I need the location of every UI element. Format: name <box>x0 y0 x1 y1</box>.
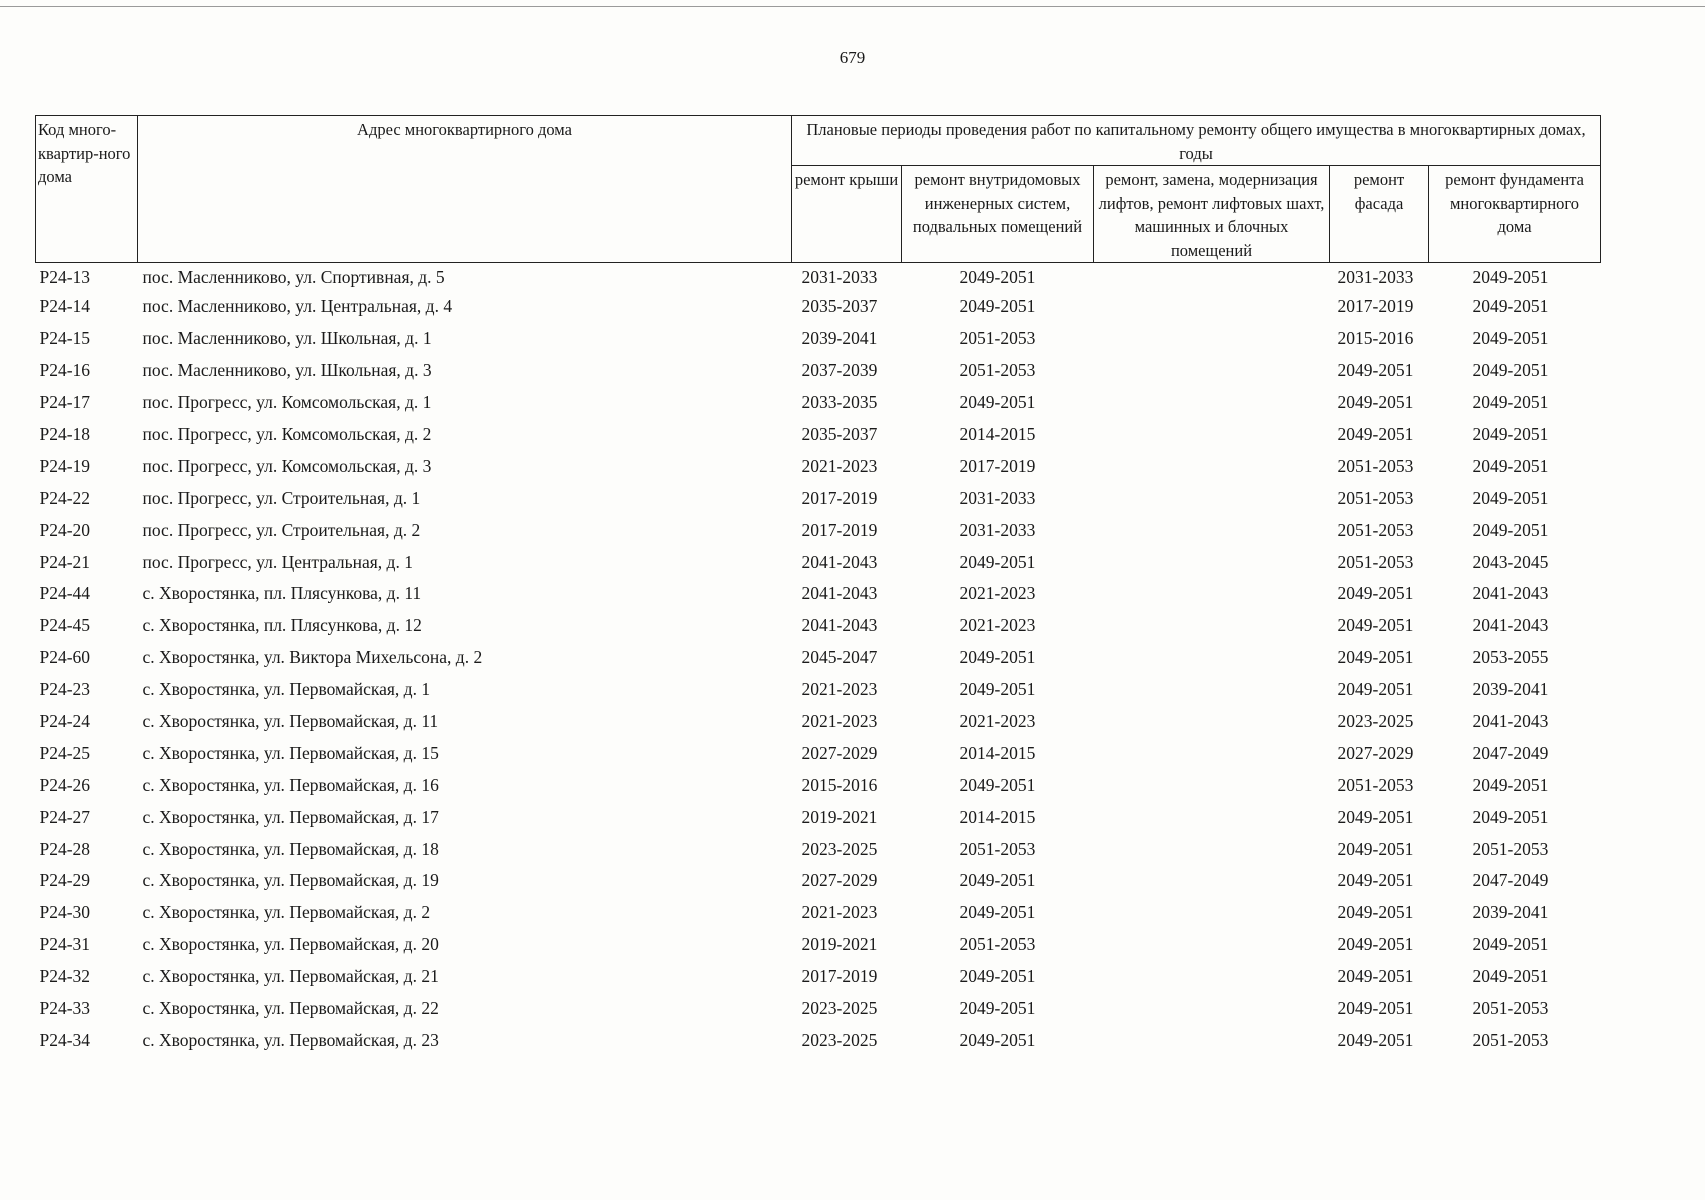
cell-roof: 2015-2016 <box>801 774 878 795</box>
cell-facade: 2049-2051 <box>1337 806 1414 827</box>
cell-code: P24-18 <box>39 424 91 444</box>
cell-code: P24-29 <box>39 870 91 891</box>
header-facade: ремонт фасада <box>1330 166 1429 263</box>
cell-engineering: 2049-2051 <box>959 998 1036 1019</box>
cell-roof: 2023-2025 <box>801 998 878 1019</box>
cell-code: P24-45 <box>39 615 91 636</box>
cell-foundation: 2049-2051 <box>1472 934 1549 955</box>
cell-lifts <box>1094 482 1330 514</box>
cell-facade: 2049-2051 <box>1337 615 1414 636</box>
cell-engineering: 2049-2051 <box>959 392 1036 413</box>
cell-foundation: 2053-2055 <box>1472 647 1549 668</box>
cell-address: пос. Масленниково, ул. Школьная, д. 3 <box>142 360 432 381</box>
cell-lifts <box>1094 450 1330 482</box>
table-row <box>36 865 1601 897</box>
cell-lifts <box>1094 897 1330 929</box>
cell-roof: 2027-2029 <box>801 742 878 763</box>
table-row <box>36 514 1601 546</box>
cell-address: пос. Прогресс, ул. Комсомольская, д. 2 <box>142 424 432 444</box>
cell-facade: 2051-2053 <box>1337 774 1414 795</box>
cell-address: с. Хворостянка, ул. Первомайская, д. 21 <box>142 966 439 987</box>
cell-facade: 2051-2053 <box>1337 551 1414 572</box>
cell-code: P24-24 <box>39 711 91 732</box>
table-row <box>36 769 1601 801</box>
cell-address: с. Хворостянка, пл. Плясункова, д. 12 <box>142 615 422 636</box>
cell-engineering: 2049-2051 <box>959 551 1036 572</box>
header-code: Код много-квартир-ного дома <box>36 116 138 263</box>
cell-foundation: 2049-2051 <box>1472 966 1549 987</box>
cell-facade: 2051-2053 <box>1337 455 1414 476</box>
cell-roof: 2021-2023 <box>801 679 878 700</box>
cell-lifts <box>1094 355 1330 387</box>
cell-facade: 2049-2051 <box>1337 360 1414 381</box>
cell-lifts <box>1094 291 1330 323</box>
cell-facade: 2049-2051 <box>1337 1029 1414 1050</box>
cell-address: с. Хворостянка, пл. Плясункова, д. 11 <box>142 583 422 604</box>
table-row <box>36 419 1601 451</box>
header-foundation: ремонт фундамента многоквартирного дома <box>1429 166 1601 263</box>
cell-address: пос. Масленниково, ул. Школьная, д. 1 <box>142 328 432 349</box>
cell-foundation: 2049-2051 <box>1472 424 1549 444</box>
cell-code: P24-22 <box>39 487 91 508</box>
schedule-table <box>35 115 1601 1056</box>
cell-engineering: 2049-2051 <box>959 1029 1036 1050</box>
cell-engineering: 2021-2023 <box>959 615 1036 636</box>
cell-engineering: 2021-2023 <box>959 711 1036 732</box>
cell-roof: 2033-2035 <box>801 392 878 413</box>
cell-code: P24-32 <box>39 966 91 987</box>
table-row <box>36 482 1601 514</box>
cell-code: P24-60 <box>39 647 91 668</box>
cell-address: с. Хворостянка, ул. Первомайская, д. 1 <box>142 679 431 700</box>
table-row <box>36 546 1601 578</box>
cell-foundation: 2049-2051 <box>1472 392 1549 413</box>
page-number: 679 <box>839 48 866 67</box>
cell-engineering: 2031-2033 <box>959 487 1036 508</box>
cell-roof: 2045-2047 <box>801 647 878 668</box>
cell-code: P24-13 <box>39 266 91 287</box>
cell-facade: 2049-2051 <box>1337 647 1414 668</box>
table-row <box>36 961 1601 993</box>
cell-foundation: 2041-2043 <box>1472 711 1549 732</box>
cell-engineering: 2014-2015 <box>959 806 1036 827</box>
cell-lifts <box>1094 706 1330 738</box>
cell-lifts <box>1094 801 1330 833</box>
cell-foundation: 2051-2053 <box>1472 838 1549 859</box>
cell-foundation: 2049-2051 <box>1472 328 1549 349</box>
cell-address: пос. Прогресс, ул. Строительная, д. 1 <box>142 487 421 508</box>
cell-address: с. Хворостянка, ул. Первомайская, д. 23 <box>142 1029 439 1050</box>
cell-foundation: 2049-2051 <box>1472 774 1549 795</box>
cell-roof: 2041-2043 <box>801 615 878 636</box>
cell-facade: 2049-2051 <box>1337 870 1414 891</box>
cell-code: P24-23 <box>39 679 91 700</box>
cell-roof: 2035-2037 <box>801 296 878 317</box>
table-row <box>36 1024 1601 1056</box>
cell-address: с. Хворостянка, ул. Первомайская, д. 17 <box>142 806 439 827</box>
table-row <box>36 450 1601 482</box>
cell-code: P24-25 <box>39 742 91 763</box>
cell-engineering: 2051-2053 <box>959 934 1036 955</box>
cell-lifts <box>1094 993 1330 1025</box>
cell-foundation: 2049-2051 <box>1472 487 1549 508</box>
cell-engineering: 2017-2019 <box>959 455 1036 476</box>
cell-facade: 2049-2051 <box>1337 392 1414 413</box>
cell-lifts <box>1094 323 1330 355</box>
cell-code: P24-28 <box>39 838 91 859</box>
cell-address: с. Хворостянка, ул. Виктора Михельсона, д. 2 <box>142 647 483 668</box>
cell-code: P24-44 <box>39 583 91 604</box>
cell-facade: 2049-2051 <box>1337 424 1414 444</box>
cell-engineering: 2014-2015 <box>959 424 1036 444</box>
cell-foundation: 2047-2049 <box>1472 870 1549 891</box>
cell-engineering: 2021-2023 <box>959 583 1036 604</box>
cell-engineering: 2051-2053 <box>959 328 1036 349</box>
header-periods: Плановые периоды проведения работ по капитальному ремонту общего имущества в многоквартирных домах, годы <box>792 116 1601 166</box>
cell-code: P24-16 <box>39 360 91 381</box>
cell-engineering: 2049-2051 <box>959 870 1036 891</box>
table-header <box>36 116 1601 263</box>
cell-roof: 2041-2043 <box>801 551 878 572</box>
table-body <box>36 263 1601 1057</box>
cell-address: с. Хворостянка, ул. Первомайская, д. 15 <box>142 742 439 763</box>
cell-code: P24-30 <box>39 902 91 923</box>
cell-foundation: 2051-2053 <box>1472 998 1549 1019</box>
cell-lifts <box>1094 674 1330 706</box>
cell-roof: 2031-2033 <box>801 266 878 287</box>
cell-lifts <box>1094 1024 1330 1056</box>
cell-foundation: 2043-2045 <box>1472 551 1549 572</box>
cell-roof: 2021-2023 <box>801 711 878 732</box>
cell-facade: 2027-2029 <box>1337 742 1414 763</box>
cell-facade: 2049-2051 <box>1337 966 1414 987</box>
cell-lifts <box>1094 514 1330 546</box>
cell-foundation: 2047-2049 <box>1472 742 1549 763</box>
cell-address: с. Хворостянка, ул. Первомайская, д. 20 <box>142 934 439 955</box>
cell-engineering: 2049-2051 <box>959 679 1036 700</box>
table-row <box>36 929 1601 961</box>
cell-roof: 2017-2019 <box>801 519 878 540</box>
cell-lifts <box>1094 578 1330 610</box>
cell-facade: 2051-2053 <box>1337 487 1414 508</box>
cell-engineering: 2049-2051 <box>959 296 1036 317</box>
cell-foundation: 2051-2053 <box>1472 1029 1549 1050</box>
table-row <box>36 578 1601 610</box>
cell-facade: 2051-2053 <box>1337 519 1414 540</box>
cell-address: с. Хворостянка, ул. Первомайская, д. 2 <box>142 902 431 923</box>
table-row <box>36 801 1601 833</box>
capital-repair-schedule-table <box>35 115 1600 1056</box>
cell-engineering: 2031-2033 <box>959 519 1036 540</box>
cell-foundation: 2049-2051 <box>1472 296 1549 317</box>
cell-facade: 2023-2025 <box>1337 711 1414 732</box>
cell-address: пос. Масленниково, ул. Центральная, д. 4 <box>142 296 453 317</box>
cell-code: P24-15 <box>39 328 91 349</box>
cell-roof: 2017-2019 <box>801 487 878 508</box>
table-row <box>36 642 1601 674</box>
cell-lifts <box>1094 865 1330 897</box>
cell-facade: 2049-2051 <box>1337 583 1414 604</box>
table-row <box>36 706 1601 738</box>
cell-foundation: 2049-2051 <box>1472 806 1549 827</box>
cell-roof: 2023-2025 <box>801 838 878 859</box>
cell-lifts <box>1094 610 1330 642</box>
cell-roof: 2019-2021 <box>801 806 878 827</box>
header-engineering: ремонт внутридомовых инженерных систем, подвальных помещений <box>902 166 1094 263</box>
cell-foundation: 2041-2043 <box>1472 615 1549 636</box>
cell-foundation: 2049-2051 <box>1472 455 1549 476</box>
scan-top-edge-line <box>0 6 1705 7</box>
cell-foundation: 2041-2043 <box>1472 583 1549 604</box>
cell-facade: 2049-2051 <box>1337 998 1414 1019</box>
cell-roof: 2021-2023 <box>801 455 878 476</box>
table-row <box>36 833 1601 865</box>
cell-code: P24-33 <box>39 998 91 1019</box>
cell-lifts <box>1094 419 1330 451</box>
cell-facade: 2049-2051 <box>1337 934 1414 955</box>
cell-foundation: 2049-2051 <box>1472 266 1549 287</box>
cell-address: с. Хворостянка, ул. Первомайская, д. 22 <box>142 998 439 1019</box>
cell-roof: 2027-2029 <box>801 870 878 891</box>
cell-roof: 2035-2037 <box>801 424 878 444</box>
cell-address: пос. Прогресс, ул. Комсомольская, д. 1 <box>142 392 432 413</box>
cell-address: пос. Масленниково, ул. Спортивная, д. 5 <box>142 266 445 287</box>
cell-engineering: 2014-2015 <box>959 742 1036 763</box>
cell-code: P24-27 <box>39 806 91 827</box>
cell-lifts <box>1094 833 1330 865</box>
cell-lifts <box>1094 642 1330 674</box>
cell-facade: 2049-2051 <box>1337 902 1414 923</box>
cell-foundation: 2049-2051 <box>1472 519 1549 540</box>
cell-address: пос. Прогресс, ул. Центральная, д. 1 <box>142 551 413 572</box>
table-row <box>36 610 1601 642</box>
cell-facade: 2017-2019 <box>1337 296 1414 317</box>
cell-code: P24-31 <box>39 934 91 955</box>
cell-roof: 2019-2021 <box>801 934 878 955</box>
cell-engineering: 2049-2051 <box>959 902 1036 923</box>
cell-roof: 2037-2039 <box>801 360 878 381</box>
cell-lifts <box>1094 737 1330 769</box>
cell-lifts <box>1094 961 1330 993</box>
cell-code: P24-19 <box>39 455 91 476</box>
cell-code: P24-21 <box>39 551 91 572</box>
table-row <box>36 897 1601 929</box>
header-address: Адрес многоквартирного дома <box>138 116 792 263</box>
cell-roof: 2039-2041 <box>801 328 878 349</box>
table-row <box>36 387 1601 419</box>
cell-facade: 2031-2033 <box>1337 266 1414 287</box>
cell-engineering: 2049-2051 <box>959 966 1036 987</box>
table-row <box>36 291 1601 323</box>
cell-code: P24-26 <box>39 774 91 795</box>
table-row <box>36 993 1601 1025</box>
cell-code: P24-14 <box>39 296 91 317</box>
cell-address: с. Хворостянка, ул. Первомайская, д. 19 <box>142 870 439 891</box>
cell-engineering: 2051-2053 <box>959 838 1036 859</box>
cell-engineering: 2049-2051 <box>959 266 1036 287</box>
cell-code: P24-20 <box>39 519 91 540</box>
cell-roof: 2023-2025 <box>801 1029 878 1050</box>
cell-address: с. Хворостянка, ул. Первомайская, д. 16 <box>142 774 439 795</box>
cell-lifts <box>1094 769 1330 801</box>
cell-engineering: 2051-2053 <box>959 360 1036 381</box>
cell-lifts <box>1094 387 1330 419</box>
cell-address: пос. Прогресс, ул. Комсомольская, д. 3 <box>142 455 432 476</box>
cell-code: P24-34 <box>39 1029 91 1050</box>
cell-code: P24-17 <box>39 392 91 413</box>
cell-address: пос. Прогресс, ул. Строительная, д. 2 <box>142 519 421 540</box>
cell-roof: 2021-2023 <box>801 902 878 923</box>
cell-foundation: 2049-2051 <box>1472 360 1549 381</box>
cell-foundation: 2039-2041 <box>1472 902 1549 923</box>
cell-roof: 2017-2019 <box>801 966 878 987</box>
cell-lifts <box>1094 263 1330 292</box>
table-row <box>36 737 1601 769</box>
cell-facade: 2015-2016 <box>1337 328 1414 349</box>
table-row <box>36 323 1601 355</box>
cell-engineering: 2049-2051 <box>959 647 1036 668</box>
cell-facade: 2049-2051 <box>1337 838 1414 859</box>
header-lifts: ремонт, замена, модернизация лифтов, ремонт лифтовых шахт, машинных и блочных помещений <box>1094 166 1330 263</box>
cell-lifts <box>1094 929 1330 961</box>
cell-lifts <box>1094 546 1330 578</box>
table-row <box>36 355 1601 387</box>
cell-roof: 2041-2043 <box>801 583 878 604</box>
table-row <box>36 674 1601 706</box>
cell-facade: 2049-2051 <box>1337 679 1414 700</box>
table-row <box>36 263 1601 292</box>
header-roof: ремонт крыши <box>792 166 902 263</box>
cell-address: с. Хворостянка, ул. Первомайская, д. 18 <box>142 838 439 859</box>
cell-address: с. Хворостянка, ул. Первомайская, д. 11 <box>142 711 439 732</box>
cell-engineering: 2049-2051 <box>959 774 1036 795</box>
cell-foundation: 2039-2041 <box>1472 679 1549 700</box>
